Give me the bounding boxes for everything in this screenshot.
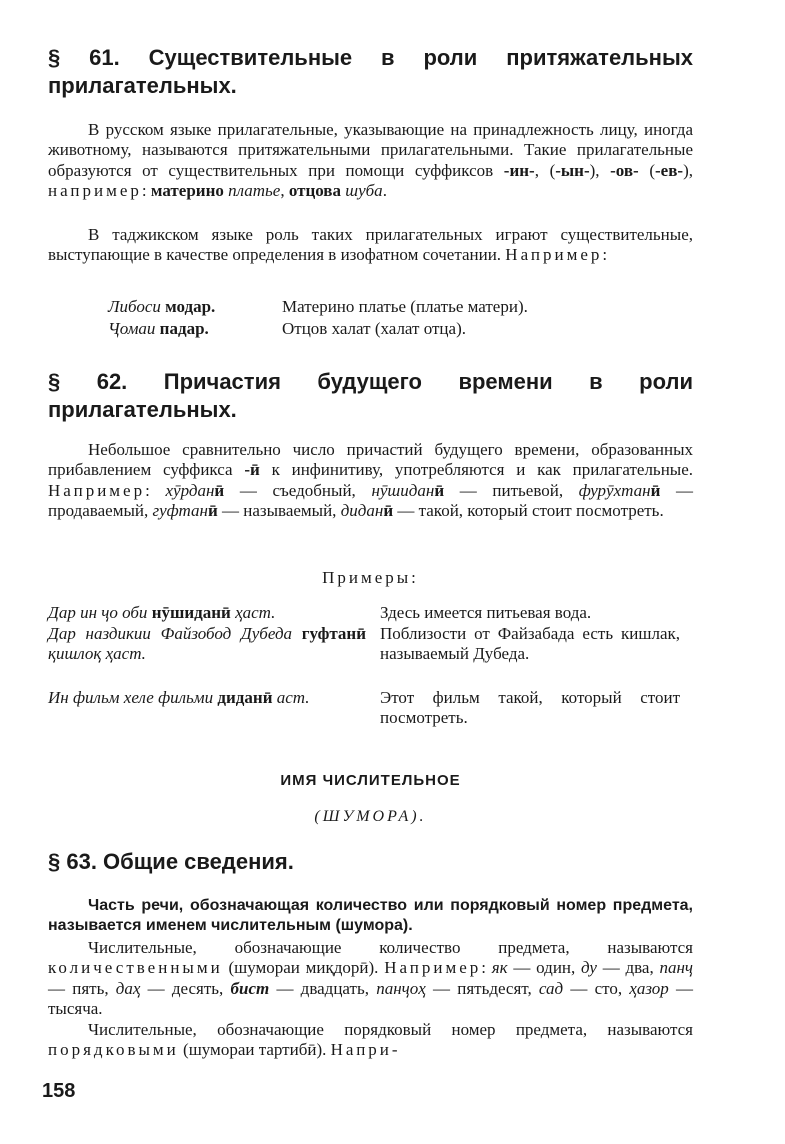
examples-heading: Примеры: <box>322 568 419 587</box>
example-2-tajik: Дар наздикии Файзобод Дубеда гуфтанӣ қишлоқ ҳаст. <box>48 624 366 663</box>
page-number: 158 <box>42 1080 76 1102</box>
section-63-title: § 63. Общие сведения. <box>48 849 294 874</box>
section-62-paragraph-1: Небольшое сравнительно число причастий будущего времени, образованных прибавлением суффикса -ӣ к инфинитиву, употребляются и как прилагательные. Например: хӯрданӣ — съедобный, нӯшиданӣ — питьевой, фурӯхтанӣ — продаваемый, гуфтанӣ — называемый, диданӣ — такой, который стоит посмотреть. <box>48 440 694 520</box>
example-3-tajik: Ин фильм хеле фильми диданӣ аст. <box>48 688 310 707</box>
example-1-tajik: Дар ин ҷо оби нӯшиданӣ ҳаст. <box>48 603 276 622</box>
book-page: § 61. Существительные в роли притяжательных прилагательных. В русском языке прилагательные, указывающие на принадлежность лицу, иногда животному, называются притяжательными прилагательными. Такие прилагательные образуются от существительных при помощи суффиксов -ин-, (-ын-), -ов- (-ев-), например: материно платье, отцова шуба. В таджикском языке роль таких прилагательных играют существительные, выступающие в качестве определения в изофатном сочетании. Например: Либоси модар. Материно платье (платье матери). Ҷомаи падар. Отцов халат (халат отца). § 62. Причастия будущего времени в роли прилагательных. Небольшое сравнительно число причастий будущего времени, образованных прибавлением суффикса -ӣ к инфинитиву, употребляются и как прилагательные. Например: хӯрданӣ — съедобный, нӯшиданӣ — питьевой, фурӯхтанӣ — продаваемый, гуфтанӣ — называемый, диданӣ — такой, который стоит посмотреть. Примеры: Дар ин ҷо оби нӯшиданӣ ҳаст. Здесь имеется питьевая вода. Дар наздикии Файзобод Дубеда гуфтанӣ қишлоқ ҳаст. Поблизости от Файзабада есть кишлак, называемый Дубеда. Ин фильм хеле фильми диданӣ аст. Этот фильм такой, который стоит посмотреть. ИМЯ ЧИСЛИТЕЛЬНОЕ (ШУМОРА). § 63. Общие сведения. Часть речи, обозначающая количество или порядковый номер предмета, называется именем числительным (шумора). Числительные, обозначающие количество предмета, называются количественными (шумораи миқдорӣ). Например: як — один, ду — два, панҷ — пять, даҳ — десять, бист — двадцать, панҷоҳ — пятьдесят, сад — сто, ҳазор — тысяча. Числительные, обозначающие порядковый номер предмета, называются порядковыми (шумораи тартибӣ). Напри- 158 <box>42 45 694 1102</box>
section-61-paragraph-2: В таджикском языке роль таких прилагательных играют существительные, выступающие в качестве определения в изофатном сочетании. Например: <box>48 225 693 265</box>
section-61-paragraph-1: В русском языке прилагательные, указывающие на принадлежность лицу, иногда животному, называются притяжательными прилагательными. Такие прилагательные образуются от существительных при помощи суффиксов -ин-, (-ын-), -ов- (-ев-), например: материно платье, отцова шуба. <box>48 120 693 200</box>
section-61-title: § 61. Существительные в роли притяжательных прилагательных. <box>48 45 693 98</box>
chapter-subheading: (ШУМОРА). <box>314 808 427 825</box>
example-1-russian: Здесь имеется питьевая вода. <box>380 603 592 622</box>
section-63-paragraph-1: Числительные, обозначающие количество предмета, называются количественными (шумораи миқдорӣ). Например: як — один, ду — два, панҷ — пять, даҳ — десять, бист — двадцать, панҷоҳ — пятьдесят, сад — сто, ҳазор — тысяча. <box>48 938 694 1018</box>
section-62-title: § 62. Причастия будущего времени в роли прилагательных. <box>48 369 693 422</box>
chapter-heading: ИМЯ ЧИСЛИТЕЛЬНОЕ <box>280 772 461 789</box>
example-3-russian: Этот фильм такой, который стоит посмотреть. <box>380 688 680 727</box>
example-2-russian: Поблизости от Файзабада есть кишлак, называемый Дубеда. <box>380 624 680 663</box>
section-63-definition: Часть речи, обозначающая количество или порядковый номер предмета, называется именем числительным (шумора). <box>48 897 693 934</box>
section-63-paragraph-2: Числительные, обозначающие порядковый номер предмета, называются порядковыми (шумораи тартибӣ). Напри- <box>48 1020 693 1060</box>
